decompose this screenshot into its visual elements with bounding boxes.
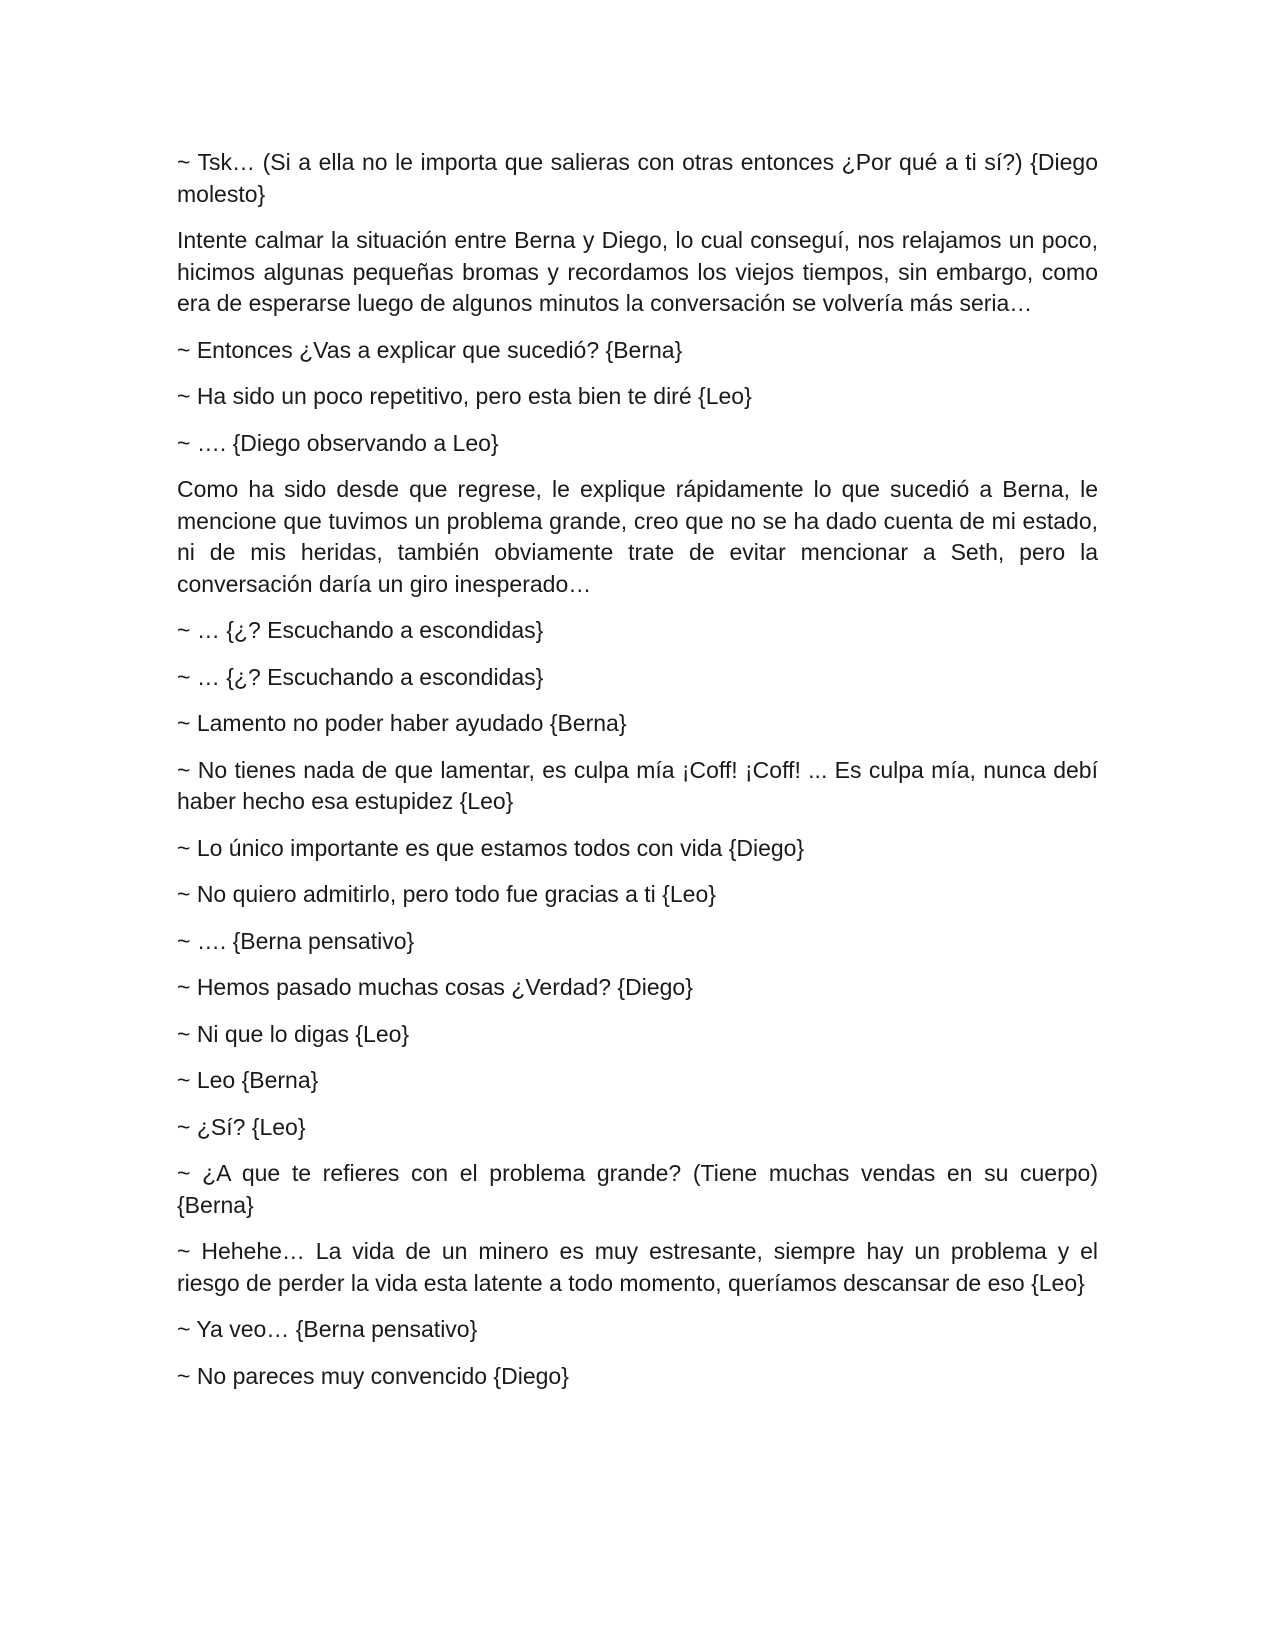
dialogue-line: ~ … {¿? Escuchando a escondidas} xyxy=(177,663,544,690)
dialogue-line: ~ ¿Sí? {Leo} xyxy=(177,1113,306,1140)
dialogue-line: ~ ¿A que te refieres con el problema grande? (Tiene muchas vendas en su cuerpo) {Berna} xyxy=(177,1160,1098,1218)
dialogue-line: ~ …. {Diego observando a Leo} xyxy=(177,429,499,456)
dialogue-line: ~ Lamento no poder haber ayudado {Berna} xyxy=(177,710,627,736)
dialogue-line: ~ Ya veo… {Berna pensativo} xyxy=(177,1316,478,1342)
dialogue-line: ~ Leo {Berna} xyxy=(177,1067,319,1093)
narration-paragraph: Intente calmar la situación entre Berna y Diego, lo cual conseguí, nos relajamos un poco, hicimos algunas pequeñas bromas y recordamos los viejos tiempos, sin embargo, como era de esperarse luego de algunos minutos la conversación se volvería más seria… xyxy=(177,227,1098,316)
dialogue-line: ~ No pareces muy convencido {Diego} xyxy=(177,1362,569,1389)
dialogue-line: ~ Ha sido un poco repetitivo, pero esta bien te diré {Leo} xyxy=(177,383,752,409)
dialogue-line: ~ No tienes nada de que lamentar, es culpa mía ¡Coff! ¡Coff! ... Es culpa mía, nunca debí haber hecho esa estupidez {Leo} xyxy=(177,756,1098,814)
dialogue-line: ~ Tsk… (Si a ella no le importa que salieras con otras entonces ¿Por qué a ti sí?) {Diego molesto} xyxy=(177,149,1098,207)
dialogue-line: ~ …. {Berna pensativo} xyxy=(177,927,415,954)
narration-paragraph: Como ha sido desde que regrese, le explique rápidamente lo que sucedió a Berna, le mencione que tuvimos un problema grande, creo que no se ha dado cuenta de mi estado, ni de mis heridas, también obviamente trate de evitar mencionar a Seth, pero la conversación daría un giro inesperado… xyxy=(177,476,1098,597)
dialogue-line: ~ Entonces ¿Vas a explicar que sucedió? {Berna} xyxy=(177,336,683,363)
dialogue-line: ~ No quiero admitirlo, pero todo fue gracias a ti {Leo} xyxy=(177,881,716,907)
dialogue-line: ~ Ni que lo digas {Leo} xyxy=(177,1020,410,1047)
dialogue-line: ~ … {¿? Escuchando a escondidas} xyxy=(177,617,544,643)
dialogue-line: ~ Hehehe… La vida de un minero es muy estresante, siempre hay un problema y el riesgo de perder la vida esta latente a todo momento, queríamos descansar de eso {Leo} xyxy=(177,1238,1098,1296)
document-page xyxy=(177,147,1098,1407)
dialogue-line: ~ Hemos pasado muchas cosas ¿Verdad? {Diego} xyxy=(177,974,693,1000)
dialogue-line: ~ Lo único importante es que estamos todos con vida {Diego} xyxy=(177,834,805,861)
